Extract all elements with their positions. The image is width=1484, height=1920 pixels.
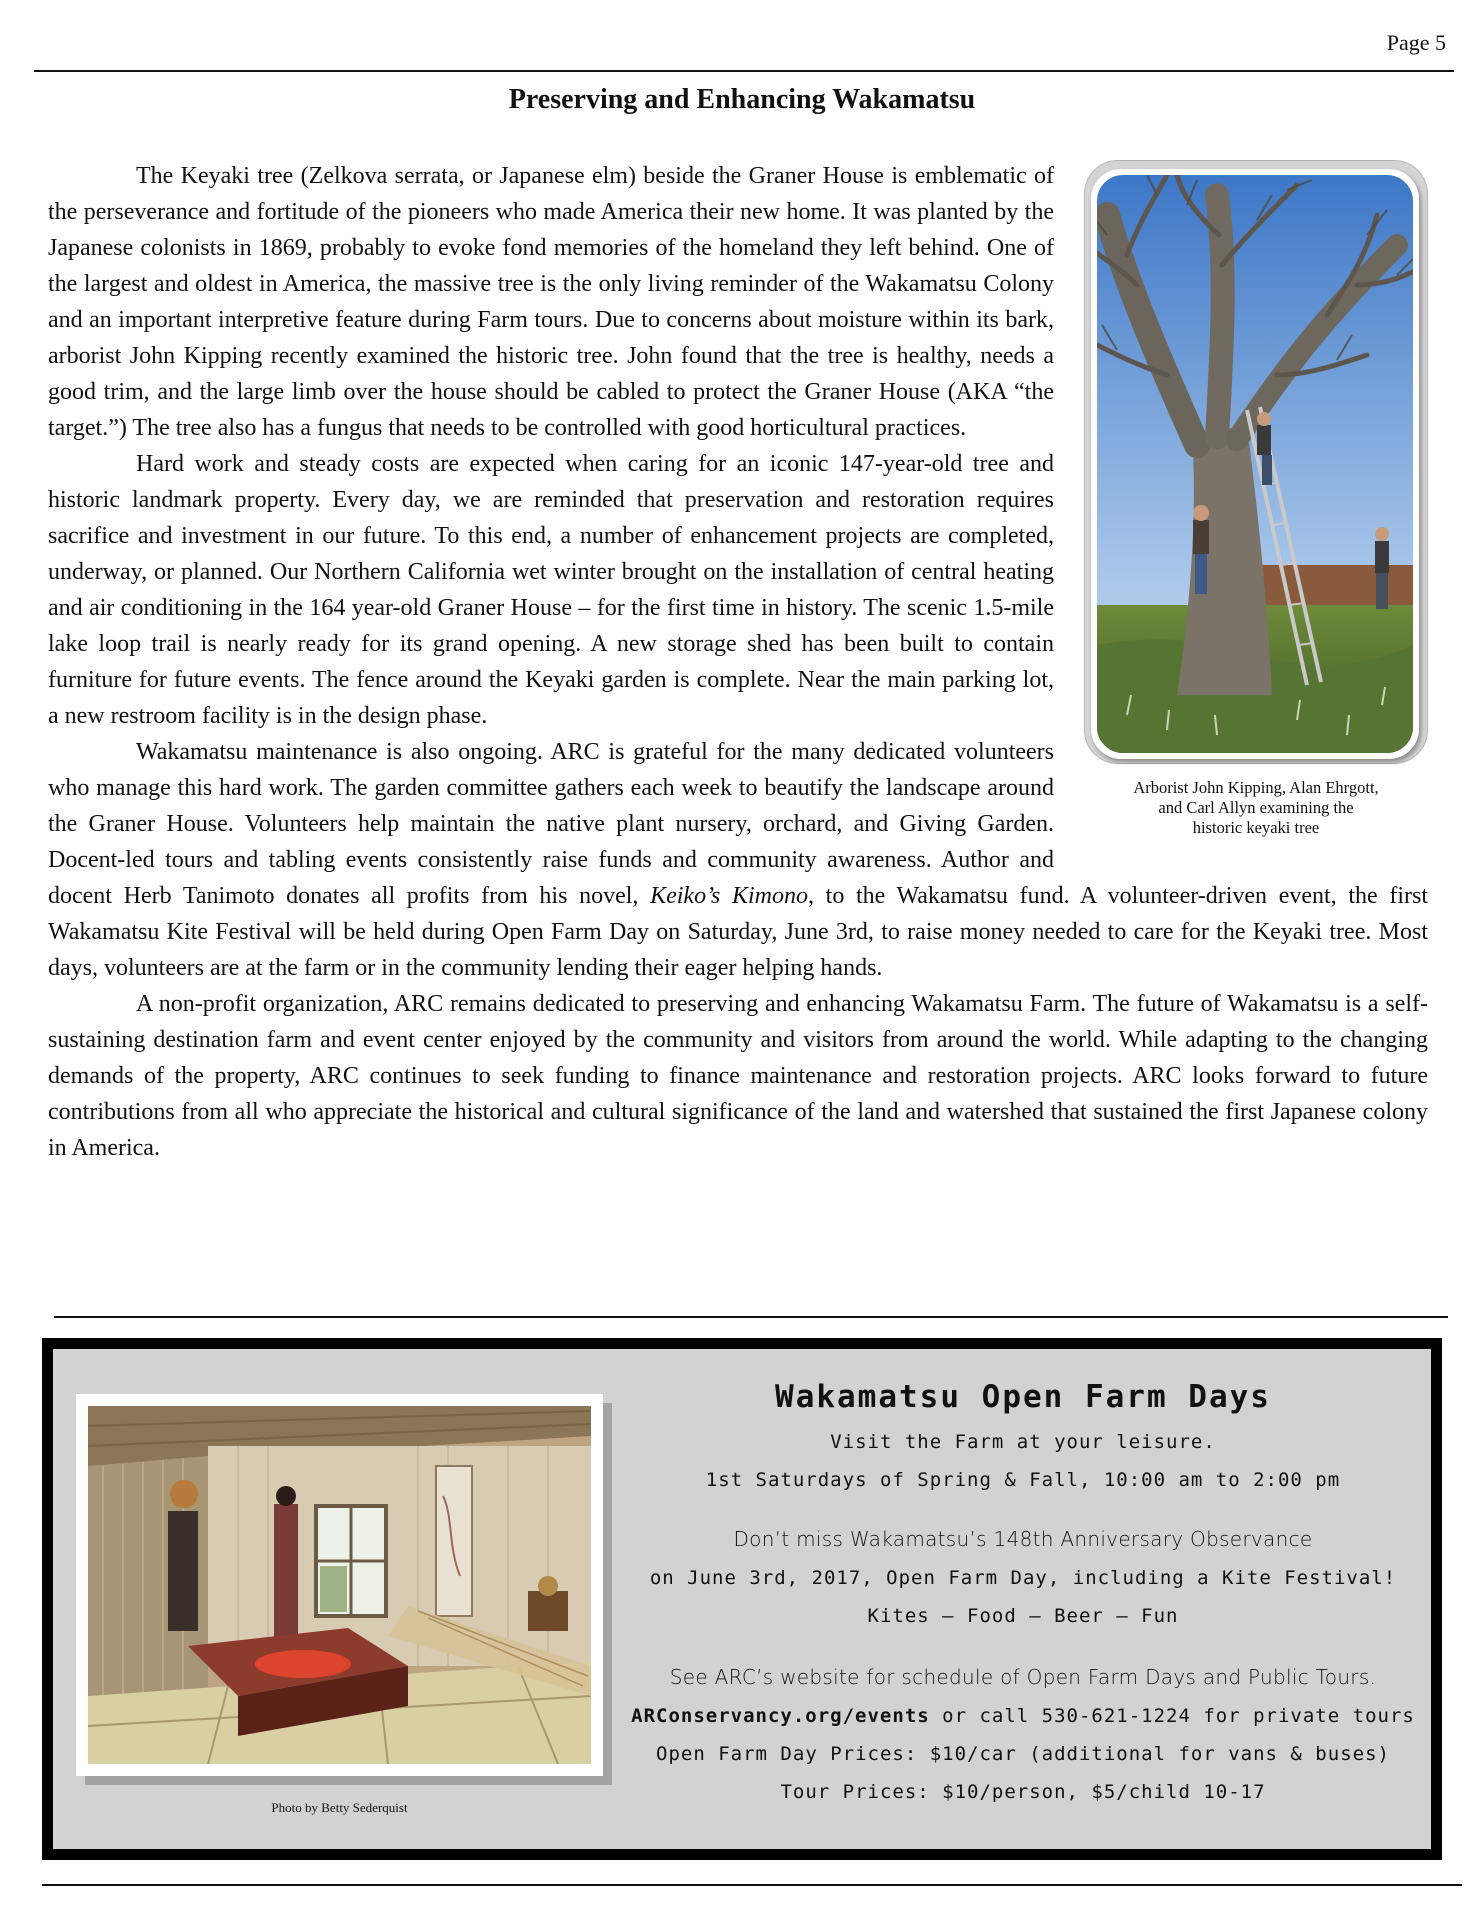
- kites-food-line: Kites – Food – Beer — Fun: [867, 1605, 1179, 1627]
- tour-prices: Tour Prices: $10/person, $5/child 10-17: [780, 1781, 1266, 1803]
- tree-caption-line-3: historic keyaki tree: [1192, 818, 1320, 837]
- event-visit-line: Visit the Farm at your leisure.: [830, 1431, 1216, 1453]
- book-title: Keiko’s Kimono: [650, 883, 808, 909]
- event-details: [613, 1379, 1433, 1811]
- website-link[interactable]: ARConservancy.org/events: [631, 1705, 930, 1727]
- open-farm-prices: Open Farm Day Prices: $10/car (additional for vans & buses): [656, 1743, 1390, 1765]
- kite-festival-line: on June 3rd, 2017, Open Farm Day, including a Kite Festival!: [649, 1567, 1397, 1589]
- tree-photo-block: [1084, 160, 1428, 850]
- open-farm-days-box: [42, 1338, 1442, 1860]
- tree-caption-line-2: and Carl Allyn examining the: [1158, 798, 1354, 817]
- graner-house-room-photo: [88, 1406, 591, 1764]
- page-number: Page 5: [1386, 30, 1446, 55]
- article-title: Preserving and Enhancing Wakamatsu: [508, 84, 976, 115]
- paragraph-2: Hard work and steady costs are expected when caring for an iconic 147-year-old tree and historic landmark property. Every day, we are reminded that preservation and restoration requires sacrifice and investment in our future. To this end, a number of enhancement projects are completed, underway, or planned. Our Northern California wet winter brought on the installation of central heating and air conditioning in the 164 year-old Graner House – for the first time in history. The scenic 1.5-mile lake loop trail is nearly ready for its grand opening. A new storage shed has been built to contain furniture for future events. The fence around the Keyaki garden is complete. Near the main parking lot, a new restroom facility is in the design phase.: [48, 451, 1054, 729]
- bottom-rule: [42, 1884, 1462, 1886]
- room-photo-credit: Photo by Betty Sederquist: [271, 1800, 408, 1815]
- paragraph-3-text-a: Wakamatsu maintenance is also ongoing. ARC is grateful for the many dedicated volunteers who manage this hard work. The garden committee gathers each week to beautify the landscape around the Graner House. Volunteers help maintain the native plant nursery, orchard, and Giving Garden. Docent-led tours and tabling events consistently raise funds and community awareness. Author and docent Herb Tanimoto donates all profits from his novel,: [48, 739, 1054, 909]
- room-photo-frame: [76, 1394, 603, 1776]
- paragraph-3-text-b: , to the Wakamatsu fund. A volunteer-driven event, the first Wakamatsu Kite Festival will be held during Open Farm Day on Saturday, June 3rd, to raise money needed to care for the Keyaki tree. Most days, volunteers are at the farm or in the community lending their eager helping hands.: [48, 883, 1428, 981]
- event-title: Wakamatsu Open Farm Days: [775, 1379, 1271, 1415]
- anniversary-line: Don’t miss Wakamatsu’s 148th Anniversary Observance: [733, 1527, 1313, 1551]
- website-contact-line: [613, 1697, 1433, 1735]
- section-divider: [54, 1316, 1448, 1318]
- tree-caption-line-1: Arborist John Kipping, Alan Ehrgott,: [1133, 778, 1379, 797]
- top-rule: [34, 70, 1454, 72]
- keyaki-tree-photo: [1097, 175, 1413, 753]
- phone-text: or call 530-621-1224 for private tours: [929, 1705, 1415, 1727]
- paragraph-1: The Keyaki tree (Zelkova serrata, or Japanese elm) beside the Graner House is emblematic of the perseverance and fortitude of the pioneers who made America their new home. It was planted by the Japanese colonists in 1869, probably to evoke fond memories of the homeland they left behind. One of the largest and oldest in America, the massive tree is the only living reminder of the Wakamatsu Colony and an important interpretive feature during Farm tours. Due to concerns about moisture within its bark, arborist John Kipping recently examined the historic tree. John found that the tree is healthy, needs a good trim, and the large limb over the house should be cabled to protect the Graner House (AKA “the target.”) The tree also has a fungus that needs to be controlled with good horticultural practices.: [48, 163, 1054, 441]
- website-schedule-line: See ARC’s website for schedule of Open Farm Days and Public Tours.: [669, 1665, 1377, 1689]
- event-schedule-line: 1st Saturdays of Spring & Fall, 10:00 am to 2:00 pm: [705, 1469, 1341, 1491]
- paragraph-4: A non-profit organization, ARC remains dedicated to preserving and enhancing Wakamatsu Farm. The future of Wakamatsu is a self-sustaining destination farm and event center enjoyed by the community and visitors from around the world. While adapting to the changing demands of the property, ARC continues to seek funding to finance maintenance and restoration projects. ARC looks forward to future contributions from all who appreciate the historical and cultural significance of the land and watershed that sustained the first Japanese colony in America.: [48, 991, 1428, 1161]
- tree-photo-frame: [1084, 160, 1428, 764]
- article-body: [48, 158, 1428, 1166]
- tree-photo-caption: [1084, 778, 1428, 838]
